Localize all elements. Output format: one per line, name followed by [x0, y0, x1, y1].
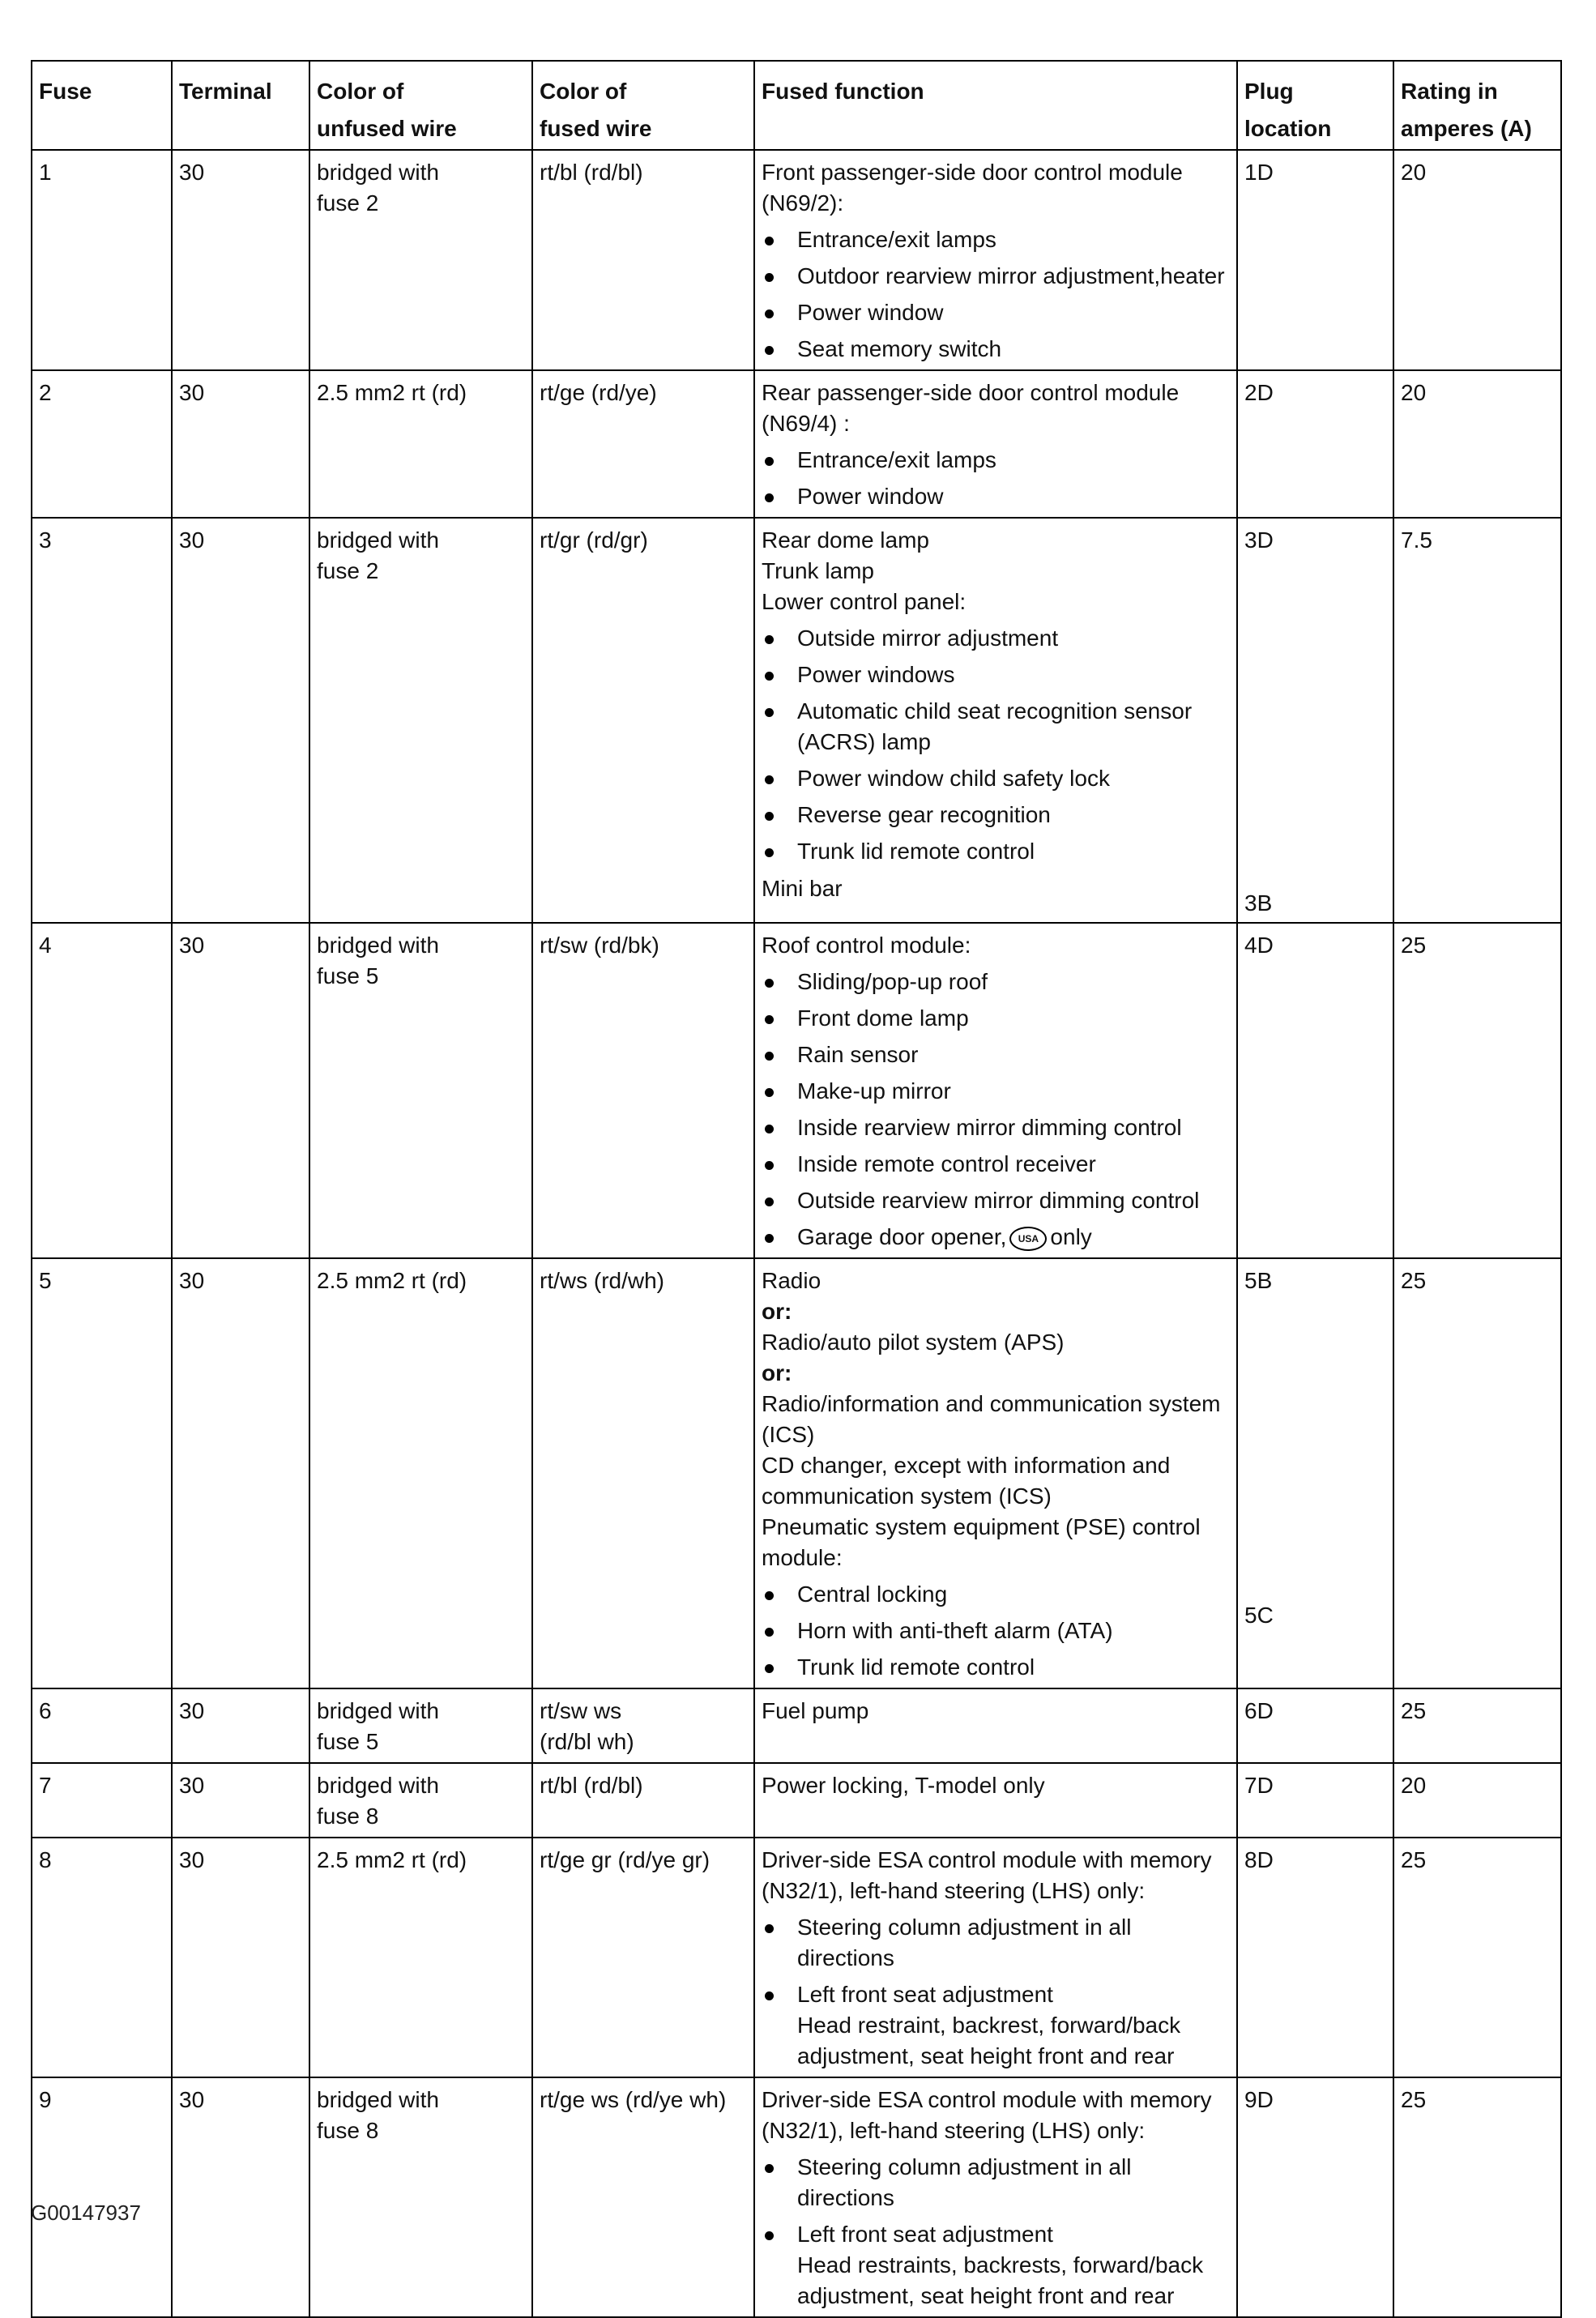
- function-bullet-item: [762, 2219, 1230, 2312]
- cell-fuse: 5: [32, 1258, 172, 1688]
- header-plug-location: Plug location: [1237, 61, 1393, 150]
- fuse-table: [31, 60, 1562, 2318]
- bullet-text: Inside remote control receiver: [797, 1151, 1096, 1176]
- function-bullet-list: [762, 445, 1230, 512]
- cell-fused-wire: rt/bl (rd/bl): [532, 1763, 754, 1838]
- cell-fused-function: [754, 370, 1237, 518]
- cell-plug-location: [1237, 1258, 1393, 1688]
- function-line: Rear passenger-side door control module (N69/4) :: [762, 380, 1180, 436]
- function-bullet-list: [762, 1579, 1230, 1683]
- cell-fuse: 8: [32, 1838, 172, 2077]
- bullet-text: Automatic child seat recognition sensor (ACRS) lamp: [797, 698, 1193, 754]
- function-bullet-item: [762, 2152, 1230, 2213]
- cell-terminal: 30: [172, 1258, 309, 1688]
- plug-location-primary: 8D: [1244, 1847, 1274, 1872]
- cell-fuse: 6: [32, 1688, 172, 1763]
- cell-rating: 20: [1393, 150, 1561, 370]
- bullet-text: Entrance/exit lamps: [797, 227, 996, 252]
- table-header-row: [32, 61, 1561, 150]
- cell-rating: 7.5: [1393, 518, 1561, 923]
- cell-fuse: 1: [32, 150, 172, 370]
- cell-unfused-wire: 2.5 mm2 rt (rd): [309, 1258, 532, 1688]
- bullet-text: Left front seat adjustment: [797, 1982, 1053, 2007]
- cell-plug-location: [1237, 2077, 1393, 2317]
- cell-terminal: 30: [172, 1688, 309, 1763]
- cell-terminal: 30: [172, 518, 309, 923]
- function-line: Driver-side ESA control module with memory (N32/1), left-hand steering (LHS) only:: [762, 1847, 1212, 1903]
- function-line: Mini bar: [762, 876, 843, 901]
- cell-terminal: 30: [172, 923, 309, 1258]
- header-fused-wire: Color of fused wire: [532, 61, 754, 150]
- cell-fused-function: [754, 2077, 1237, 2317]
- bullet-text: Seat memory switch: [797, 336, 1002, 361]
- plug-location-primary: 1D: [1244, 160, 1274, 185]
- function-bullet-list: [762, 967, 1230, 1253]
- bullet-text: Reverse gear recognition: [797, 802, 1051, 827]
- table-row: [32, 1763, 1561, 1838]
- function-bullet-item: [762, 763, 1230, 794]
- cell-unfused-wire: bridged with fuse 5: [309, 923, 532, 1258]
- function-line: CD changer, except with information and communication system (ICS): [762, 1453, 1171, 1509]
- cell-rating: 20: [1393, 1763, 1561, 1838]
- table-row: [32, 370, 1561, 518]
- bullet-text: Front dome lamp: [797, 1005, 969, 1031]
- cell-rating: 25: [1393, 923, 1561, 1258]
- function-bullet-item: [762, 261, 1230, 292]
- function-bullet-item: [762, 1003, 1230, 1034]
- function-bullet-item: [762, 224, 1230, 255]
- bullet-text: Trunk lid remote control: [797, 1654, 1035, 1680]
- plug-location-primary: 2D: [1244, 380, 1274, 405]
- cell-fused-wire: rt/ge gr (rd/ye gr): [532, 1838, 754, 2077]
- function-line: Radio/information and communication system (ICS): [762, 1391, 1221, 1447]
- function-bullet-item: [762, 1652, 1230, 1683]
- cell-plug-location: [1237, 518, 1393, 923]
- function-bullet-item: [762, 297, 1230, 328]
- function-bullet-item: [762, 1076, 1230, 1107]
- cell-rating: 25: [1393, 2077, 1561, 2317]
- bullet-text: Make-up mirror: [797, 1078, 951, 1104]
- function-bullet-item: [762, 660, 1230, 690]
- function-line: Power locking, T-model only: [762, 1773, 1045, 1798]
- bullet-text: Entrance/exit lamps: [797, 447, 996, 472]
- cell-fused-function: [754, 150, 1237, 370]
- table-row: [32, 150, 1561, 370]
- bullet-text: Outside mirror adjustment: [797, 625, 1059, 651]
- function-bullet-item: [762, 623, 1230, 654]
- figure-id: G00147937: [31, 2201, 141, 2225]
- function-line: Roof control module:: [762, 933, 971, 958]
- cell-terminal: 30: [172, 2077, 309, 2317]
- function-bullet-item: [762, 1112, 1230, 1143]
- function-line: Front passenger-side door control module (N69/2):: [762, 160, 1183, 216]
- cell-terminal: 30: [172, 1763, 309, 1838]
- bullet-text: Horn with anti-theft alarm (ATA): [797, 1618, 1113, 1643]
- bullet-text: Power window: [797, 484, 944, 509]
- cell-fuse: 7: [32, 1763, 172, 1838]
- function-bullet-list: [762, 2152, 1230, 2312]
- function-bullet-list: [762, 623, 1230, 867]
- bullet-text: Trunk lid remote control: [797, 839, 1035, 864]
- cell-unfused-wire: 2.5 mm2 rt (rd): [309, 370, 532, 518]
- cell-fused-function: [754, 923, 1237, 1258]
- plug-location-primary: 5B: [1244, 1268, 1273, 1293]
- cell-fused-wire: rt/sw (rd/bk): [532, 923, 754, 1258]
- cell-fused-function: [754, 1763, 1237, 1838]
- cell-unfused-wire: bridged with fuse 2: [309, 518, 532, 923]
- bullet-text: Central locking: [797, 1582, 948, 1607]
- bullet-text: Steering column adjustment in all directions: [797, 1915, 1132, 1970]
- cell-plug-location: [1237, 1763, 1393, 1838]
- cell-fuse: 2: [32, 370, 172, 518]
- function-bullet-item: [762, 1149, 1230, 1180]
- function-or-label: or:: [762, 1360, 792, 1385]
- bullet-text: Garage door opener,: [797, 1224, 1007, 1249]
- bullet-text: Inside rearview mirror dimming control: [797, 1115, 1182, 1140]
- header-fuse: Fuse: [32, 61, 172, 150]
- plug-location-secondary: 5C: [1244, 1603, 1274, 1628]
- header-unfused-wire: Color of unfused wire: [309, 61, 532, 150]
- function-or-label: or:: [762, 1299, 792, 1324]
- bullet-text: Steering column adjustment in all directions: [797, 2154, 1132, 2210]
- function-bullet-item: [762, 1616, 1230, 1646]
- function-line: Lower control panel:: [762, 589, 967, 614]
- cell-rating: 25: [1393, 1258, 1561, 1688]
- bullet-text: Left front seat adjustment: [797, 2222, 1053, 2247]
- bullet-text: Power window child safety lock: [797, 766, 1110, 791]
- function-bullet-item: [762, 481, 1230, 512]
- cell-plug-location: [1237, 923, 1393, 1258]
- table-row: [32, 2077, 1561, 2317]
- plug-location-primary: 4D: [1244, 933, 1274, 958]
- function-line: Radio/auto pilot system (APS): [762, 1330, 1065, 1355]
- plug-location-primary: 6D: [1244, 1698, 1274, 1723]
- cell-fused-wire: rt/gr (rd/gr): [532, 518, 754, 923]
- bullet-text: Outside rearview mirror dimming control: [797, 1188, 1200, 1213]
- function-line: Driver-side ESA control module with memory (N32/1), left-hand steering (LHS) only:: [762, 2087, 1212, 2143]
- cell-fused-wire: rt/bl (rd/bl): [532, 150, 754, 370]
- cell-unfused-wire: bridged with fuse 8: [309, 2077, 532, 2317]
- cell-fuse: 4: [32, 923, 172, 1258]
- cell-fused-wire: rt/ge (rd/ye): [532, 370, 754, 518]
- function-line: Rear dome lamp: [762, 527, 929, 553]
- table-row: [32, 1688, 1561, 1763]
- header-terminal: Terminal: [172, 61, 309, 150]
- plug-location-secondary: 3B: [1244, 890, 1273, 916]
- function-bullet-item: [762, 800, 1230, 830]
- function-line: Pneumatic system equipment (PSE) control module:: [762, 1514, 1201, 1570]
- cell-terminal: 30: [172, 150, 309, 370]
- plug-location-primary: 9D: [1244, 2087, 1274, 2112]
- bullet-text: Power window: [797, 300, 944, 325]
- cell-fuse: 3: [32, 518, 172, 923]
- function-bullet-item: [762, 1039, 1230, 1070]
- cell-fuse: 9: [32, 2077, 172, 2317]
- table-body: [32, 150, 1561, 2317]
- cell-terminal: 30: [172, 370, 309, 518]
- bullet-text: Outdoor rearview mirror adjustment,heater: [797, 263, 1225, 288]
- cell-fused-wire: rt/ws (rd/wh): [532, 1258, 754, 1688]
- function-bullet-list: [762, 1912, 1230, 2072]
- cell-fused-function: [754, 518, 1237, 923]
- function-bullet-item: [762, 967, 1230, 997]
- function-bullet-item: [762, 1185, 1230, 1216]
- cell-fused-wire: rt/sw ws (rd/bl wh): [532, 1688, 754, 1763]
- bullet-text: Rain sensor: [797, 1042, 919, 1067]
- bullet-text: Sliding/pop-up roof: [797, 969, 988, 994]
- cell-rating: 20: [1393, 370, 1561, 518]
- plug-location-primary: 7D: [1244, 1773, 1274, 1798]
- cell-rating: 25: [1393, 1838, 1561, 2077]
- cell-unfused-wire: bridged with fuse 8: [309, 1763, 532, 1838]
- function-bullet-item: [762, 1912, 1230, 1974]
- cell-plug-location: [1237, 1688, 1393, 1763]
- table-row: [32, 1258, 1561, 1688]
- function-bullet-list: [762, 224, 1230, 365]
- function-bullet-item: [762, 445, 1230, 476]
- bullet-note: Head restraint, backrest, forward/back adjustment, seat height front and rear: [797, 2013, 1181, 2068]
- cell-plug-location: [1237, 150, 1393, 370]
- table-row: [32, 923, 1561, 1258]
- cell-unfused-wire: bridged with fuse 5: [309, 1688, 532, 1763]
- function-bullet-item: [762, 836, 1230, 867]
- cell-fused-function: [754, 1688, 1237, 1763]
- table-row: [32, 518, 1561, 923]
- function-line: Fuel pump: [762, 1698, 869, 1723]
- cell-terminal: 30: [172, 1838, 309, 2077]
- cell-plug-location: [1237, 370, 1393, 518]
- function-bullet-item: [762, 334, 1230, 365]
- cell-rating: 25: [1393, 1688, 1561, 1763]
- function-line: Radio: [762, 1268, 821, 1293]
- function-bullet-item: [762, 1222, 1230, 1253]
- function-bullet-item: [762, 696, 1230, 758]
- plug-location-primary: 3D: [1244, 527, 1274, 553]
- header-rating: Rating in amperes (A): [1393, 61, 1561, 150]
- function-bullet-item: [762, 1979, 1230, 2072]
- table-row: [32, 1838, 1561, 2077]
- header-fused-function: Fused function: [754, 61, 1237, 150]
- cell-fused-wire: rt/ge ws (rd/ye wh): [532, 2077, 754, 2317]
- bullet-text: Power windows: [797, 662, 955, 687]
- function-line: Trunk lamp: [762, 558, 875, 583]
- cell-unfused-wire: bridged with fuse 2: [309, 150, 532, 370]
- bullet-suffix: only: [1050, 1224, 1092, 1249]
- cell-fused-function: [754, 1258, 1237, 1688]
- bullet-note: Head restraints, backrests, forward/back adjustment, seat height front and rear: [797, 2252, 1204, 2308]
- usa-icon: USA: [1009, 1227, 1047, 1251]
- function-bullet-item: [762, 1579, 1230, 1610]
- cell-plug-location: [1237, 1838, 1393, 2077]
- cell-unfused-wire: 2.5 mm2 rt (rd): [309, 1838, 532, 2077]
- cell-fused-function: [754, 1838, 1237, 2077]
